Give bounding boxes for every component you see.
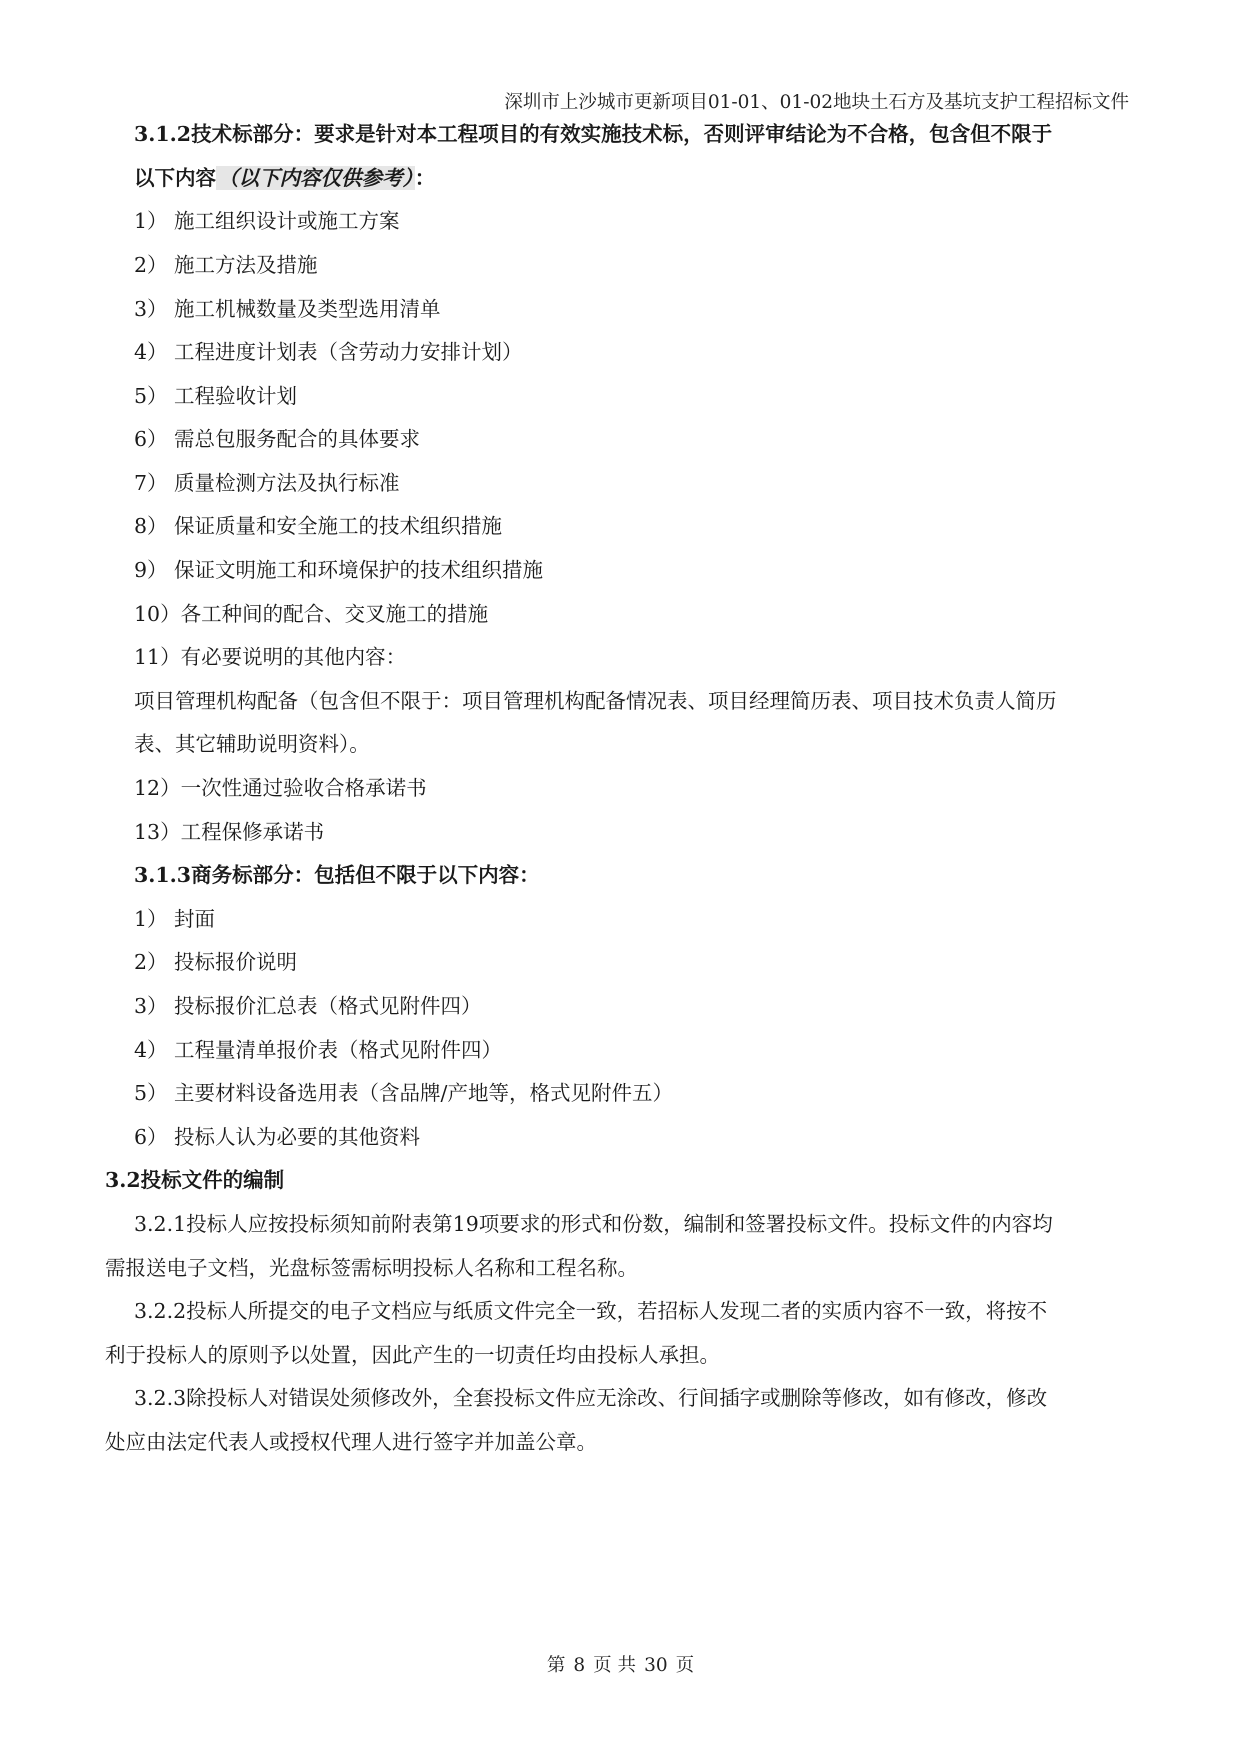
reference-note: （以下内容仅供参考） bbox=[218, 166, 413, 190]
footer-suffix: 页 bbox=[675, 1655, 695, 1676]
paragraph-322-line1: 3.2.2投标人所提交的电子文档应与纸质文件完全一致，若招标人发现二者的实质内容不一致，将按不 bbox=[134, 1299, 1048, 1323]
list-item: 4） 工程量清单报价表（格式见附件四） bbox=[134, 1038, 503, 1062]
list-item: 3） 施工机械数量及类型选用清单 bbox=[134, 297, 441, 321]
section-32-heading: 3.2投标文件的编制 bbox=[105, 1168, 285, 1192]
list-item: 6） 投标人认为必要的其他资料 bbox=[134, 1125, 421, 1149]
heading-colon: ： bbox=[414, 166, 436, 190]
section-313-heading: 3.1.3商务标部分：包括但不限于以下内容： bbox=[134, 863, 540, 887]
list-item: 9） 保证文明施工和环境保护的技术组织措施 bbox=[134, 558, 544, 582]
paragraph-321-line2: 需报送电子文档，光盘标签需标明投标人名称和工程名称。 bbox=[105, 1256, 638, 1280]
list-item: 11）有必要说明的其他内容： bbox=[134, 645, 407, 669]
list-item: 1） 施工组织设计或施工方案 bbox=[134, 209, 400, 233]
footer-mid: 页 共 bbox=[593, 1655, 637, 1676]
list-item: 5） 工程验收计划 bbox=[134, 384, 298, 408]
list-item: 12）一次性通过验收合格承诺书 bbox=[134, 776, 427, 800]
list-item: 1） 封面 bbox=[134, 907, 216, 931]
list-item: 7） 质量检测方法及执行标准 bbox=[134, 471, 400, 495]
heading-text: 以下内容 bbox=[134, 166, 216, 190]
list-item: 5） 主要材料设备选用表（含品牌/产地等，格式见附件五） bbox=[134, 1081, 673, 1105]
page-footer bbox=[0, 1651, 1241, 1677]
list-item: 2） 投标报价说明 bbox=[134, 950, 298, 974]
list-item: 2） 施工方法及措施 bbox=[134, 253, 318, 277]
section-312-heading: 3.1.2技术标部分：要求是针对本工程项目的有效实施技术标，否则评审结论为不合格，包含但不限于 bbox=[134, 122, 1053, 146]
management-paragraph-line1: 项目管理机构配备（包含但不限于：项目管理机构配备情况表、项目经理简历表、项目技术负责人简历 bbox=[134, 689, 1057, 713]
page-total: 30 bbox=[644, 1655, 668, 1676]
footer-prefix: 第 bbox=[546, 1655, 566, 1676]
section-312-heading-cont bbox=[134, 168, 435, 189]
management-paragraph-line2: 表、其它辅助说明资料）。 bbox=[134, 732, 370, 756]
paragraph-322-line2: 利于投标人的原则予以处置，因此产生的一切责任均由投标人承担。 bbox=[105, 1343, 720, 1367]
document-header: 深圳市上沙城市更新项目01-01、01-02地块土石方及基坑支护工程招标文件 bbox=[504, 92, 1129, 113]
list-item: 3） 投标报价汇总表（格式见附件四） bbox=[134, 994, 482, 1018]
list-item: 4） 工程进度计划表（含劳动力安排计划） bbox=[134, 340, 523, 364]
list-item: 6） 需总包服务配合的具体要求 bbox=[134, 427, 421, 451]
list-item: 10）各工种间的配合、交叉施工的措施 bbox=[134, 602, 489, 626]
list-item: 8） 保证质量和安全施工的技术组织措施 bbox=[134, 514, 503, 538]
paragraph-321-line1: 3.2.1投标人应按投标须知前附表第19项要求的形式和份数，编制和签署投标文件。投标文件的内容均 bbox=[134, 1212, 1053, 1236]
page-number: 8 bbox=[573, 1655, 586, 1676]
paragraph-323-line1: 3.2.3除投标人对错误处须修改外，全套投标文件应无涂改、行间插字或删除等修改，如有修改，修改 bbox=[134, 1386, 1048, 1410]
list-item: 13）工程保修承诺书 bbox=[134, 820, 325, 844]
paragraph-323-line2: 处应由法定代表人或授权代理人进行签字并加盖公章。 bbox=[105, 1430, 597, 1454]
